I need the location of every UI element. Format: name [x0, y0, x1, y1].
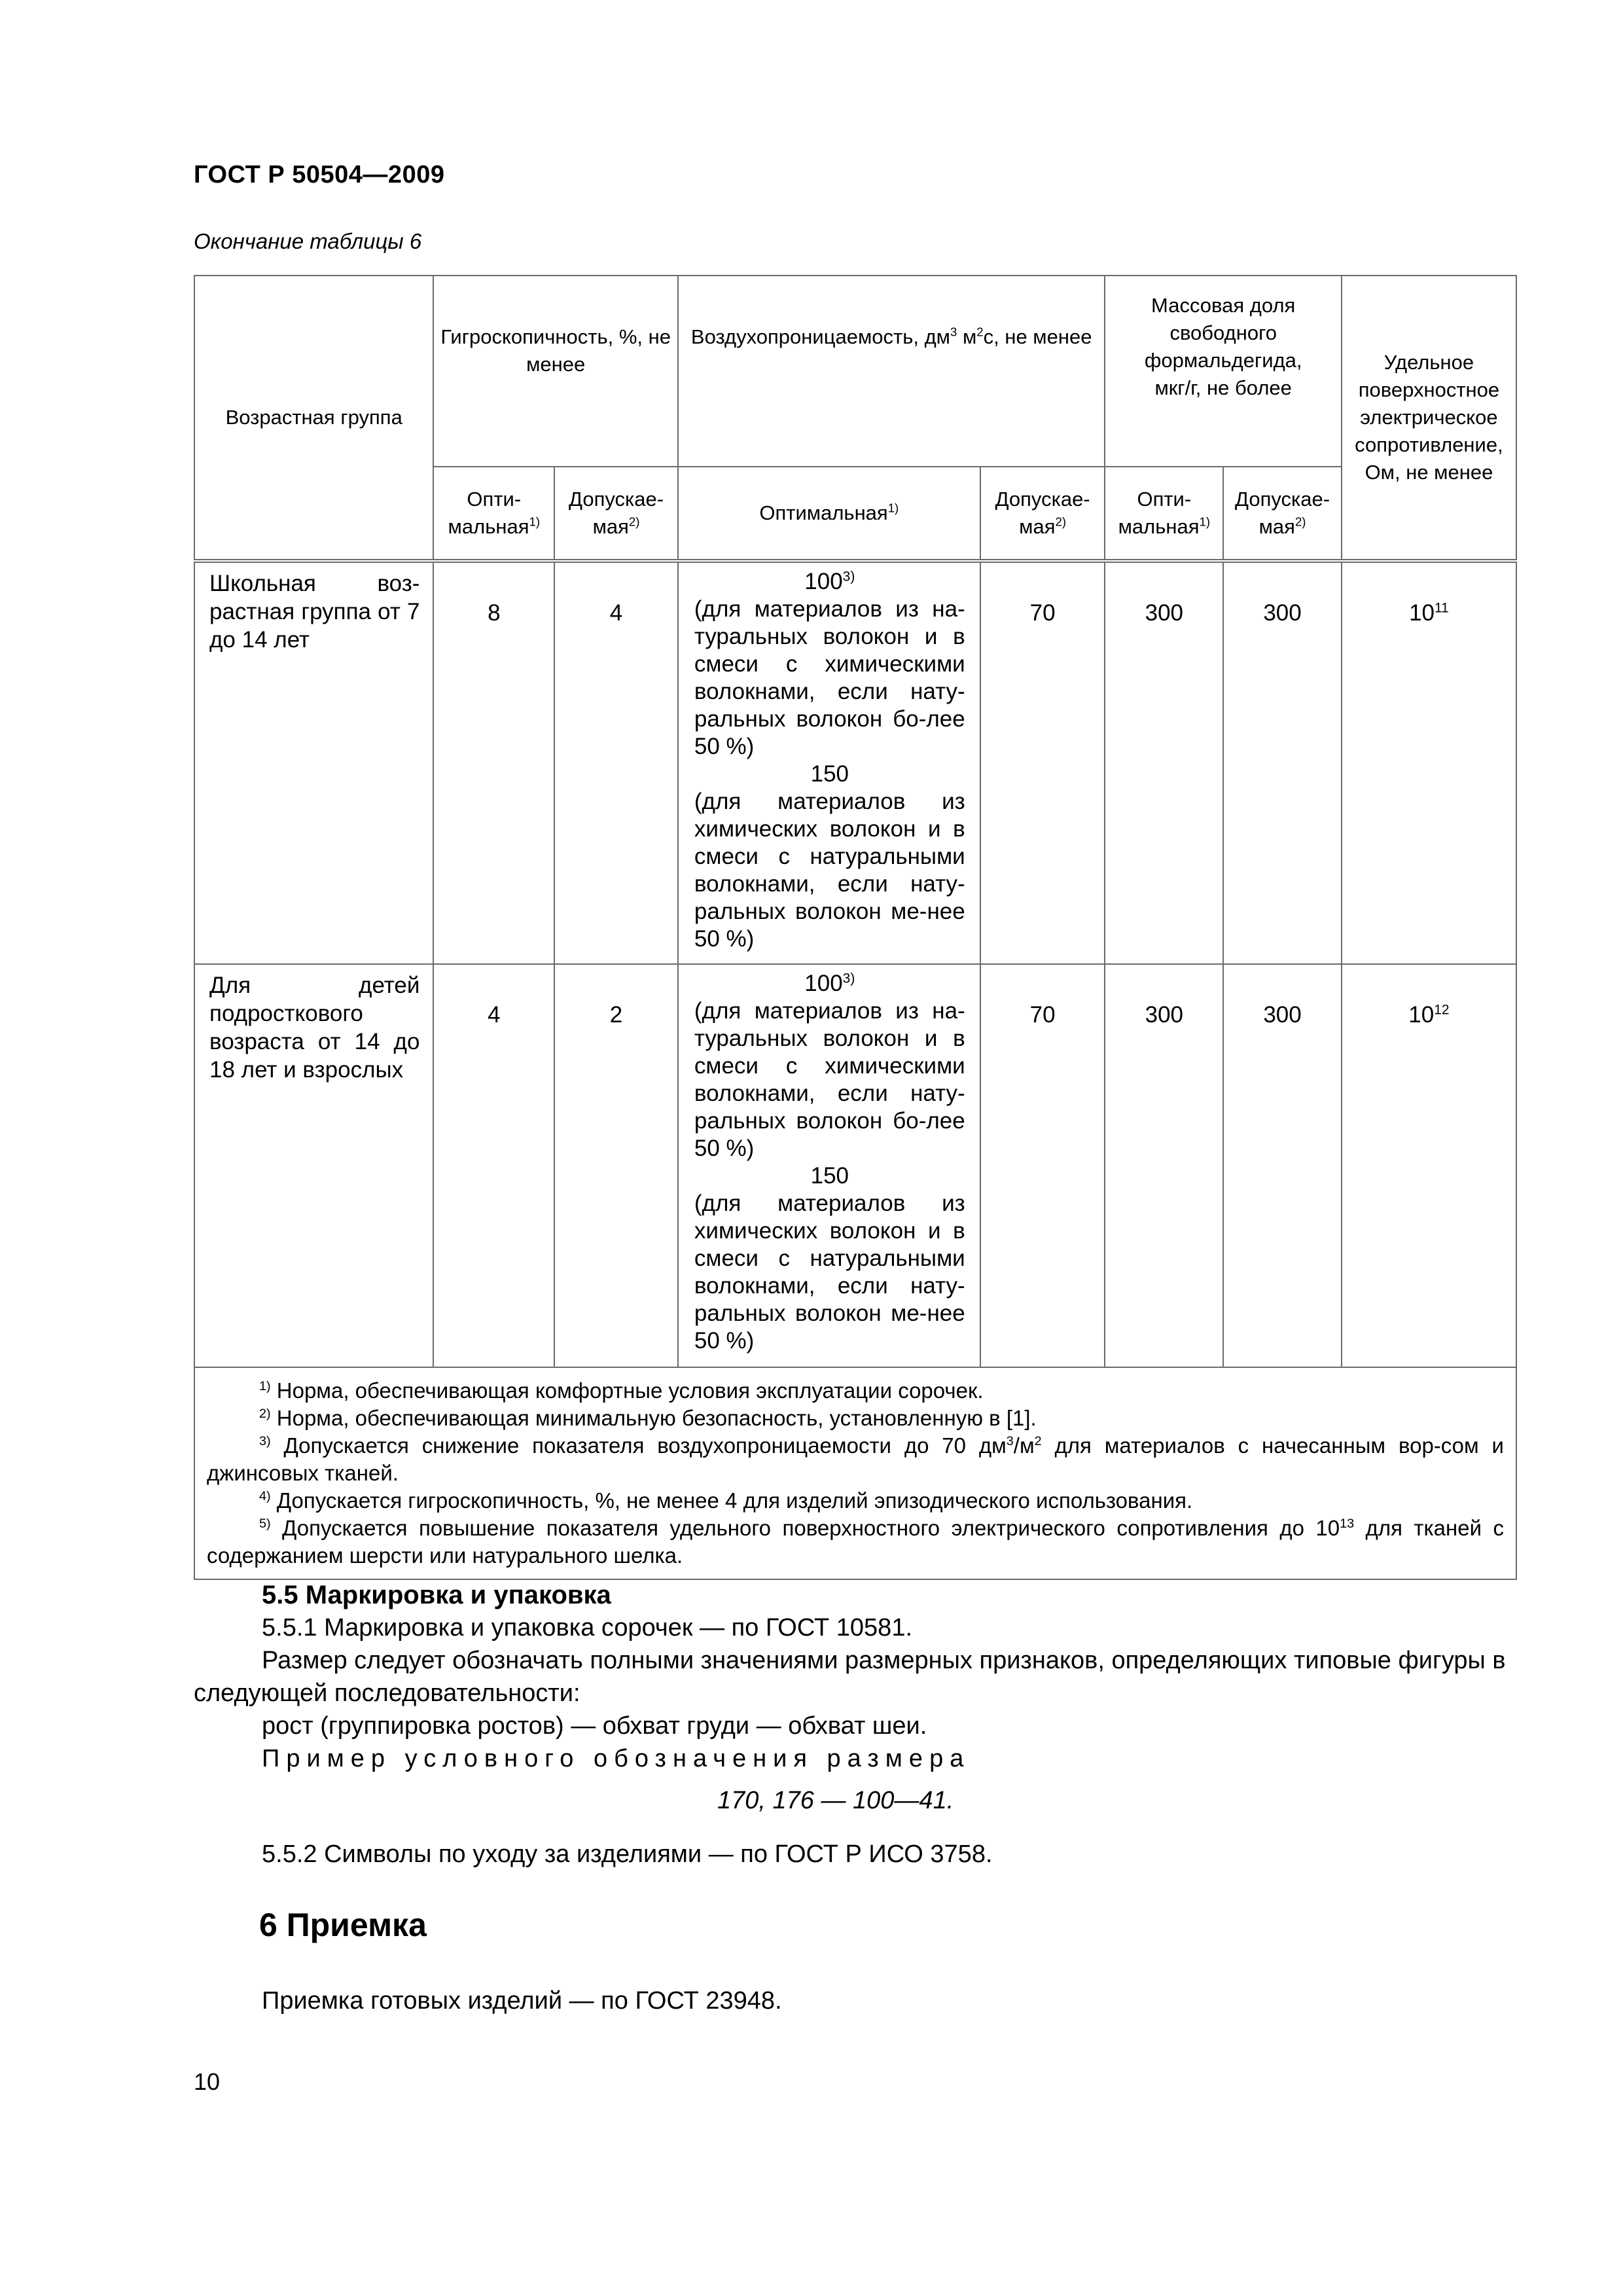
- header-air-optimal: Оптимальная$^{1)}$: [678, 467, 980, 561]
- paragraph-6: Приемка готовых изделий — по ГОСТ 23948.: [262, 1987, 782, 2015]
- header-hyg-optimal: Опти-мальная$^{1)}$: [433, 467, 554, 561]
- section-5-5: [194, 1579, 1517, 1775]
- header-formaldehyde: Массовая доля свободного формальдегида, мкг/г, не более: [1105, 276, 1341, 467]
- section-6-title: 6 Приемка: [259, 1907, 427, 1943]
- header-form-allowable: Допускае-мая$^{2)}$: [1223, 467, 1342, 561]
- paragraph-size-order: рост (группировка ростов) — обхват груди — обхват шеи.: [262, 1712, 927, 1740]
- size-formula: 170, 176 — 100—41.: [717, 1787, 954, 1814]
- resistance-cell: $10^{11}$: [1342, 561, 1516, 964]
- footnotes-cell: [194, 1367, 1516, 1579]
- page-number: 10: [194, 2068, 221, 2095]
- section-5-5-title: 5.5 Маркировка и упаковка: [262, 1581, 611, 1609]
- form-allowable-cell: 300: [1223, 964, 1342, 1367]
- air-allowable-cell: 70: [980, 964, 1105, 1367]
- hyg-optimal-cell: 8: [433, 561, 554, 964]
- air-allowable-cell: 70: [980, 561, 1105, 964]
- header-age-group: Возрастная группа: [194, 276, 433, 561]
- footnote-1: $^{1)}$ Норма, обеспечивающая комфортные условия эксплуатации сорочек.: [259, 1378, 984, 1403]
- specification-table: [194, 275, 1517, 1580]
- header-air-allowable: Допускае-мая$^{2)}$: [980, 467, 1105, 561]
- form-allowable-cell: 300: [1223, 561, 1342, 964]
- header-form-optimal: Опти-мальная$^{1)}$: [1105, 467, 1223, 561]
- header-hyg-allowable: Допускае-мая$^{2)}$: [554, 467, 678, 561]
- air-optimal-cell: 100$^{3)}$ (для материалов из на-туральных волокон и в смеси с химическими волокнами, если нату-ральных волокон бо-лее 50 %) 150 (для материалов из химических волокон и в смеси с натуральными волокнами, если нату-ральных волокон ме-нее 50 %): [678, 561, 980, 964]
- footnote-4: $^{4)}$ Допускается гигроскопичность, %, не менее 4 для изделий эпизодического использования.: [259, 1488, 1193, 1513]
- paragraph-5-5-1: 5.5.1 Маркировка и упаковка сорочек — по ГОСТ 10581.: [262, 1614, 913, 1641]
- header-resistance: Удельное поверхностное электрическое сопротивление, Ом, не менее: [1342, 276, 1516, 561]
- form-optimal-cell: 300: [1105, 561, 1223, 964]
- header-air-permeability: Воздухопроницаемость, $дм^3$ $м^2с$, не менее: [678, 276, 1105, 467]
- footnotes-row: [194, 1367, 1516, 1579]
- paragraph-size-rule: Размер следует обозначать полными значениями размерных признаков, определяющих типовые фигуры в следующей последовательности:: [194, 1647, 1506, 1707]
- table-caption: Окончание таблицы 6: [194, 229, 422, 253]
- footnote-3: $^{3)}$ Допускается снижение показателя воздухопроницаемости до 70 $дм^3/м^2$ для материалов с начесанным вор-сом и джинсовых тканей.: [207, 1433, 1504, 1485]
- hyg-optimal-cell: 4: [433, 964, 554, 1367]
- age-group-cell: Для детей подросткового возраста от 14 до 18 лет и взрослых: [194, 964, 433, 1367]
- air-optimal-cell: 100$^{3)}$ (для материалов из на-туральных волокон и в смеси с химическими волокнами, если нату-ральных волокон бо-лее 50 %) 150 (для материалов из химических волокон и в смеси с натуральными волокнами, если нату-ральных волокон ме-нее 50 %): [678, 964, 980, 1367]
- document-code: ГОСТ Р 50504—2009: [194, 161, 445, 188]
- example-label: Пример условного обозначения размера: [262, 1745, 971, 1772]
- footnote-5: $^{5)}$ Допускается повышение показателя удельного поверхностного электрического сопротивления до $10^{13}$ для тканей с содержанием шерсти или натурального шелка.: [207, 1516, 1504, 1568]
- form-optimal-cell: 300: [1105, 964, 1223, 1367]
- resistance-cell: $10^{12}$: [1342, 964, 1516, 1367]
- hyg-allowable-cell: 4: [554, 561, 678, 964]
- hyg-allowable-cell: 2: [554, 964, 678, 1367]
- paragraph-5-5-2: 5.5.2 Символы по уходу за изделиями — по ГОСТ Р ИСО 3758.: [262, 1840, 993, 1868]
- age-group-cell: Школьная воз-растная группа от 7 до 14 лет: [194, 561, 433, 964]
- table-row: [194, 561, 1516, 964]
- table-row: [194, 964, 1516, 1367]
- footnote-2: $^{2)}$ Норма, обеспечивающая минимальную безопасность, установленную в [1].: [259, 1406, 1037, 1430]
- header-hygroscopicity: Гигроскопичность, %, не менее: [433, 276, 677, 467]
